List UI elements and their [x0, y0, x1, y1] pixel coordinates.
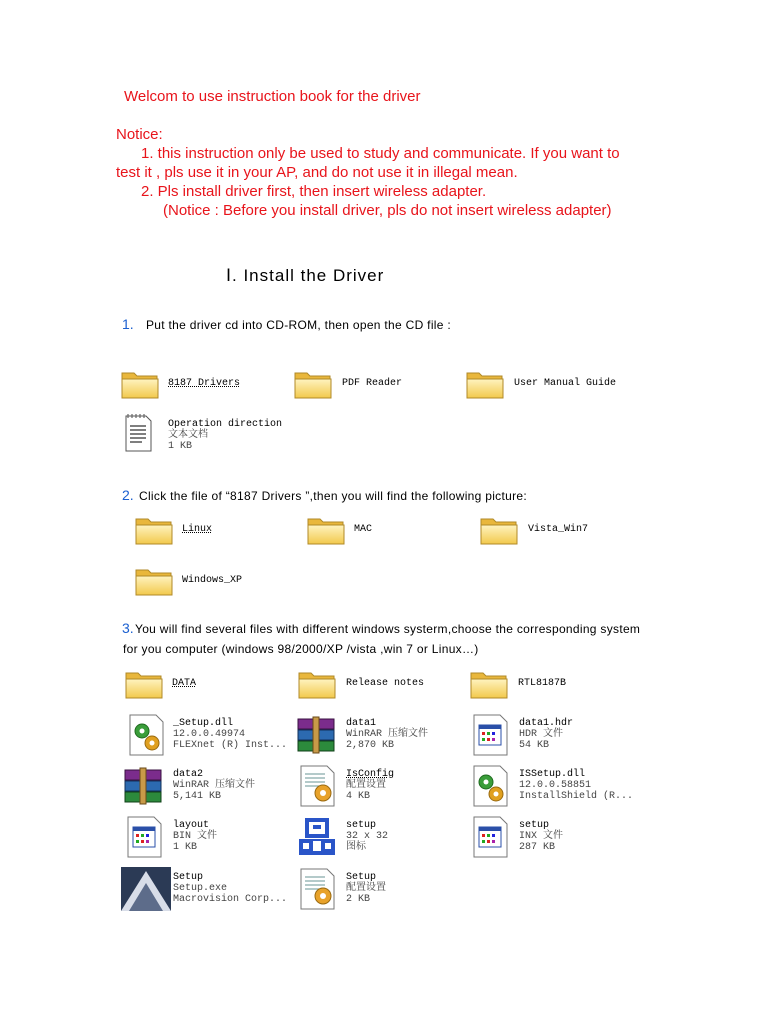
- file-detail: 配置设置: [346, 780, 386, 791]
- file-type: 文本文档: [168, 430, 208, 441]
- file-detail: 54 KB: [519, 740, 550, 751]
- step-3-text: You will find several files with different windows systerm,choose the corresponding system: [135, 622, 641, 636]
- step-2-text: Click the file of “8187 Drivers ”,then you will find the following picture:: [139, 489, 527, 503]
- file-detail: 12.0.0.58851: [519, 780, 592, 791]
- folder-icon[interactable]: [120, 367, 160, 401]
- file-detail: HDR 文件: [519, 729, 564, 740]
- application-file-icon[interactable]: [470, 815, 510, 859]
- setup-exe-icon[interactable]: [121, 867, 171, 911]
- file-detail: WinRAR 压缩文件: [173, 780, 256, 791]
- folder-icon[interactable]: [465, 367, 505, 401]
- text-document-icon[interactable]: [122, 413, 154, 453]
- folder-icon[interactable]: [306, 513, 346, 547]
- dll-gear-icon[interactable]: [126, 713, 166, 757]
- folder-icon[interactable]: [479, 513, 519, 547]
- file-detail: 32 x 32: [346, 831, 389, 842]
- file-name[interactable]: data1.hdr: [519, 718, 574, 729]
- folder-label[interactable]: Linux: [182, 524, 213, 535]
- file-detail: 2 KB: [346, 894, 371, 905]
- file-detail: 287 KB: [519, 842, 556, 853]
- step-1-text: Put the driver cd into CD-ROM, then open the CD file :: [146, 318, 451, 332]
- file-detail: 1 KB: [173, 842, 198, 853]
- file-name[interactable]: data1: [346, 718, 377, 729]
- section-title: Ⅰ. Install the Driver: [226, 266, 385, 285]
- winrar-archive-icon[interactable]: [295, 715, 339, 755]
- file-detail: FLEXnet (R) Inst...: [173, 740, 288, 751]
- config-settings-icon[interactable]: [297, 867, 337, 911]
- folder-label[interactable]: User Manual Guide: [514, 378, 617, 389]
- file-name[interactable]: layout: [173, 820, 210, 831]
- folder-icon[interactable]: [134, 564, 174, 598]
- dll-gear-icon[interactable]: [470, 764, 510, 808]
- setup-icon-file[interactable]: [295, 815, 339, 859]
- file-detail: Setup.exe: [173, 883, 228, 894]
- file-detail: INX 文件: [519, 831, 564, 842]
- application-file-icon[interactable]: [124, 815, 164, 859]
- folder-label[interactable]: DATA: [172, 678, 197, 689]
- file-detail: 4 KB: [346, 791, 371, 802]
- file-name[interactable]: setup: [519, 820, 550, 831]
- file-detail: WinRAR 压缩文件: [346, 729, 429, 740]
- welcome-text: Welcom to use instruction book for the driver: [124, 88, 421, 105]
- notice-item-2: 2. Pls install driver first, then insert wireless adapter.: [141, 183, 487, 200]
- step-3-text-cont: for you computer (windows 98/2000/XP /vista ,win 7 or Linux…): [123, 642, 479, 656]
- winrar-archive-icon[interactable]: [122, 766, 166, 806]
- folder-label[interactable]: PDF Reader: [342, 378, 403, 389]
- file-name[interactable]: Operation direction: [168, 419, 283, 430]
- notice-item-1-cont: test it , pls use it in your AP, and do not use it in illegal mean.: [116, 164, 518, 181]
- file-detail: InstallShield (R...: [519, 791, 634, 802]
- file-detail: 2,870 KB: [346, 740, 395, 751]
- file-detail: 配置设置: [346, 883, 386, 894]
- file-name[interactable]: Setup: [173, 872, 204, 883]
- file-name[interactable]: data2: [173, 769, 204, 780]
- notice-item-1: 1. this instruction only be used to study and communicate. If you want to: [141, 145, 620, 162]
- folder-label[interactable]: Vista_Win7: [528, 524, 589, 535]
- file-name[interactable]: Setup: [346, 872, 377, 883]
- file-name[interactable]: ISSetup.dll: [519, 769, 586, 780]
- notice-label: Notice:: [116, 126, 163, 143]
- file-name[interactable]: _Setup.dll: [173, 718, 234, 729]
- folder-icon[interactable]: [124, 667, 164, 701]
- step-2-number: 2.: [122, 487, 134, 503]
- notice-item-2-paren: (Notice : Before you install driver, pls do not insert wireless adapter): [163, 202, 612, 219]
- file-detail: 图标: [346, 842, 366, 853]
- application-file-icon[interactable]: [470, 713, 510, 757]
- folder-label[interactable]: Windows_XP: [182, 575, 243, 586]
- file-size: 1 KB: [168, 441, 193, 452]
- folder-icon[interactable]: [297, 667, 337, 701]
- folder-label[interactable]: Release notes: [346, 678, 425, 689]
- file-name[interactable]: IsConfig: [346, 769, 395, 780]
- step-3-number: 3.: [122, 620, 134, 636]
- folder-label[interactable]: 8187 Drivers: [168, 378, 241, 389]
- file-detail: BIN 文件: [173, 831, 218, 842]
- folder-label[interactable]: RTL8187B: [518, 678, 567, 689]
- folder-icon[interactable]: [469, 667, 509, 701]
- step-1-number: 1.: [122, 316, 134, 332]
- config-settings-icon[interactable]: [297, 764, 337, 808]
- file-detail: Macrovision Corp...: [173, 894, 288, 905]
- folder-label[interactable]: MAC: [354, 524, 373, 535]
- folder-icon[interactable]: [134, 513, 174, 547]
- file-detail: 12.0.0.49974: [173, 729, 246, 740]
- folder-icon[interactable]: [293, 367, 333, 401]
- file-name[interactable]: setup: [346, 820, 377, 831]
- file-detail: 5,141 KB: [173, 791, 222, 802]
